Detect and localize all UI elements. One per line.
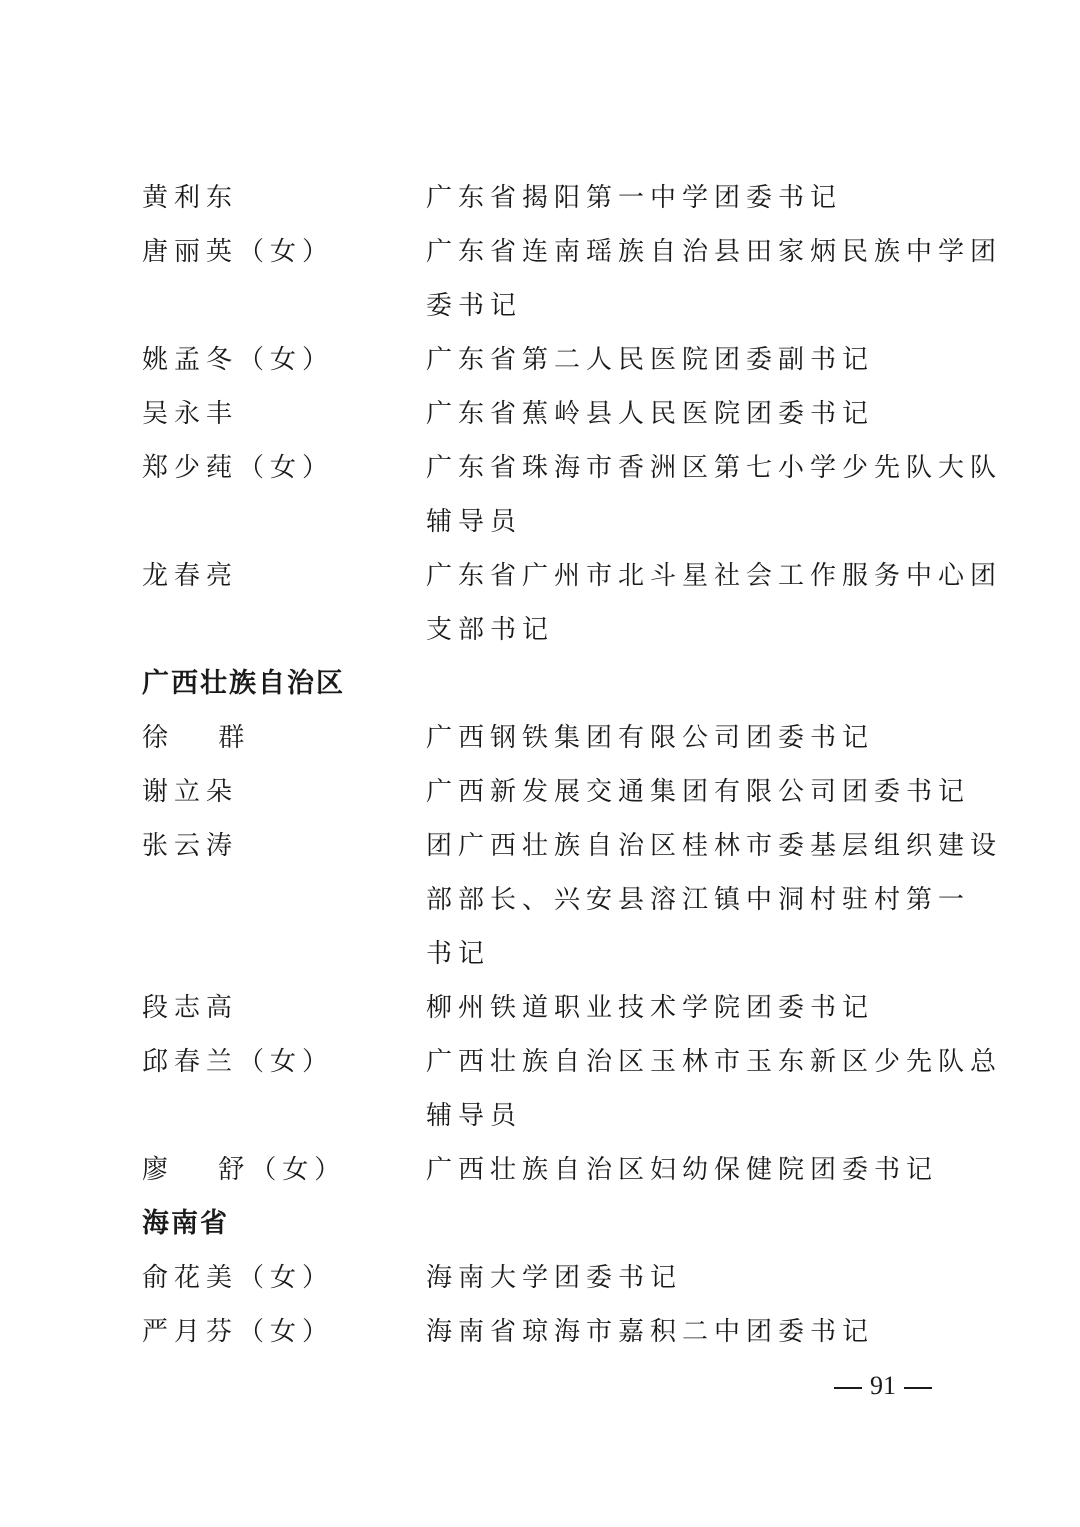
entry-name-text: 廖 舒（女） — [142, 1155, 347, 1185]
entry-title: 广东省连南瑶族自治县田家炳民族中学团 — [426, 237, 1003, 267]
entry-title: 海南大学团委书记 — [426, 1263, 683, 1293]
entry-name — [142, 711, 250, 765]
entry-title-continuation: 委书记 — [426, 291, 523, 321]
entry-title: 广东省蕉岭县人民医院团委书记 — [426, 399, 875, 429]
entry-name-text: 徐 群 — [142, 723, 251, 753]
entry-title: 海南省琼海市嘉积二中团委书记 — [426, 1317, 875, 1347]
entry-name: 龙春亮 — [142, 561, 239, 591]
section-heading-hainan: 海南省 — [142, 1208, 229, 1239]
entry-title: 广东省第二人民医院团委副书记 — [426, 345, 875, 375]
entry-title-continuation: 书记 — [426, 939, 491, 969]
entry-name: 姚孟冬（女） — [142, 345, 335, 375]
entry-name: 俞花美（女） — [142, 1263, 335, 1293]
entry-title: 广东省珠海市香洲区第七小学少先队大队 — [426, 453, 1003, 483]
entry-name: 段志高 — [142, 993, 239, 1023]
entry-name: 张云涛 — [142, 831, 239, 861]
entry-title: 柳州铁道职业技术学院团委书记 — [426, 993, 875, 1023]
entry-title: 广东省广州市北斗星社会工作服务中心团 — [426, 561, 1003, 591]
entry-title-continuation: 部部长、兴安县溶江镇中洞村驻村第一 — [426, 885, 971, 915]
entry-title: 广西壮族自治区玉林市玉东新区少先队总 — [426, 1047, 1003, 1077]
section-heading-guangxi: 广西壮族自治区 — [142, 668, 345, 699]
entry-title-continuation: 辅导员 — [426, 507, 523, 537]
entry-title: 广西壮族自治区妇幼保健院团委书记 — [426, 1155, 939, 1185]
page-number — [826, 1366, 940, 1406]
entry-name: 邱春兰（女） — [142, 1047, 335, 1077]
entry-name — [142, 1143, 346, 1197]
entry-title-continuation: 支部书记 — [426, 615, 555, 645]
entry-name: 吴永丰 — [142, 399, 239, 429]
entry-name: 黄利东 — [142, 183, 239, 213]
entry-title-continuation: 辅导员 — [426, 1101, 523, 1131]
entry-name: 谢立朵 — [142, 777, 239, 807]
entry-name: 严月芬（女） — [142, 1317, 335, 1347]
entry-title: 团广西壮族自治区桂林市委基层组织建设 — [426, 831, 1003, 861]
page-number-value: 91 — [870, 1371, 896, 1400]
entry-title: 广西新发展交通集团有限公司团委书记 — [426, 777, 971, 807]
page-number-dash-left — [834, 1387, 862, 1389]
entry-name: 郑少莼（女） — [142, 453, 335, 483]
entry-name: 唐丽英（女） — [142, 237, 335, 267]
page-number-dash-right — [904, 1387, 932, 1389]
entry-title: 广西钢铁集团有限公司团委书记 — [426, 723, 875, 753]
entry-title: 广东省揭阳第一中学团委书记 — [426, 183, 843, 213]
